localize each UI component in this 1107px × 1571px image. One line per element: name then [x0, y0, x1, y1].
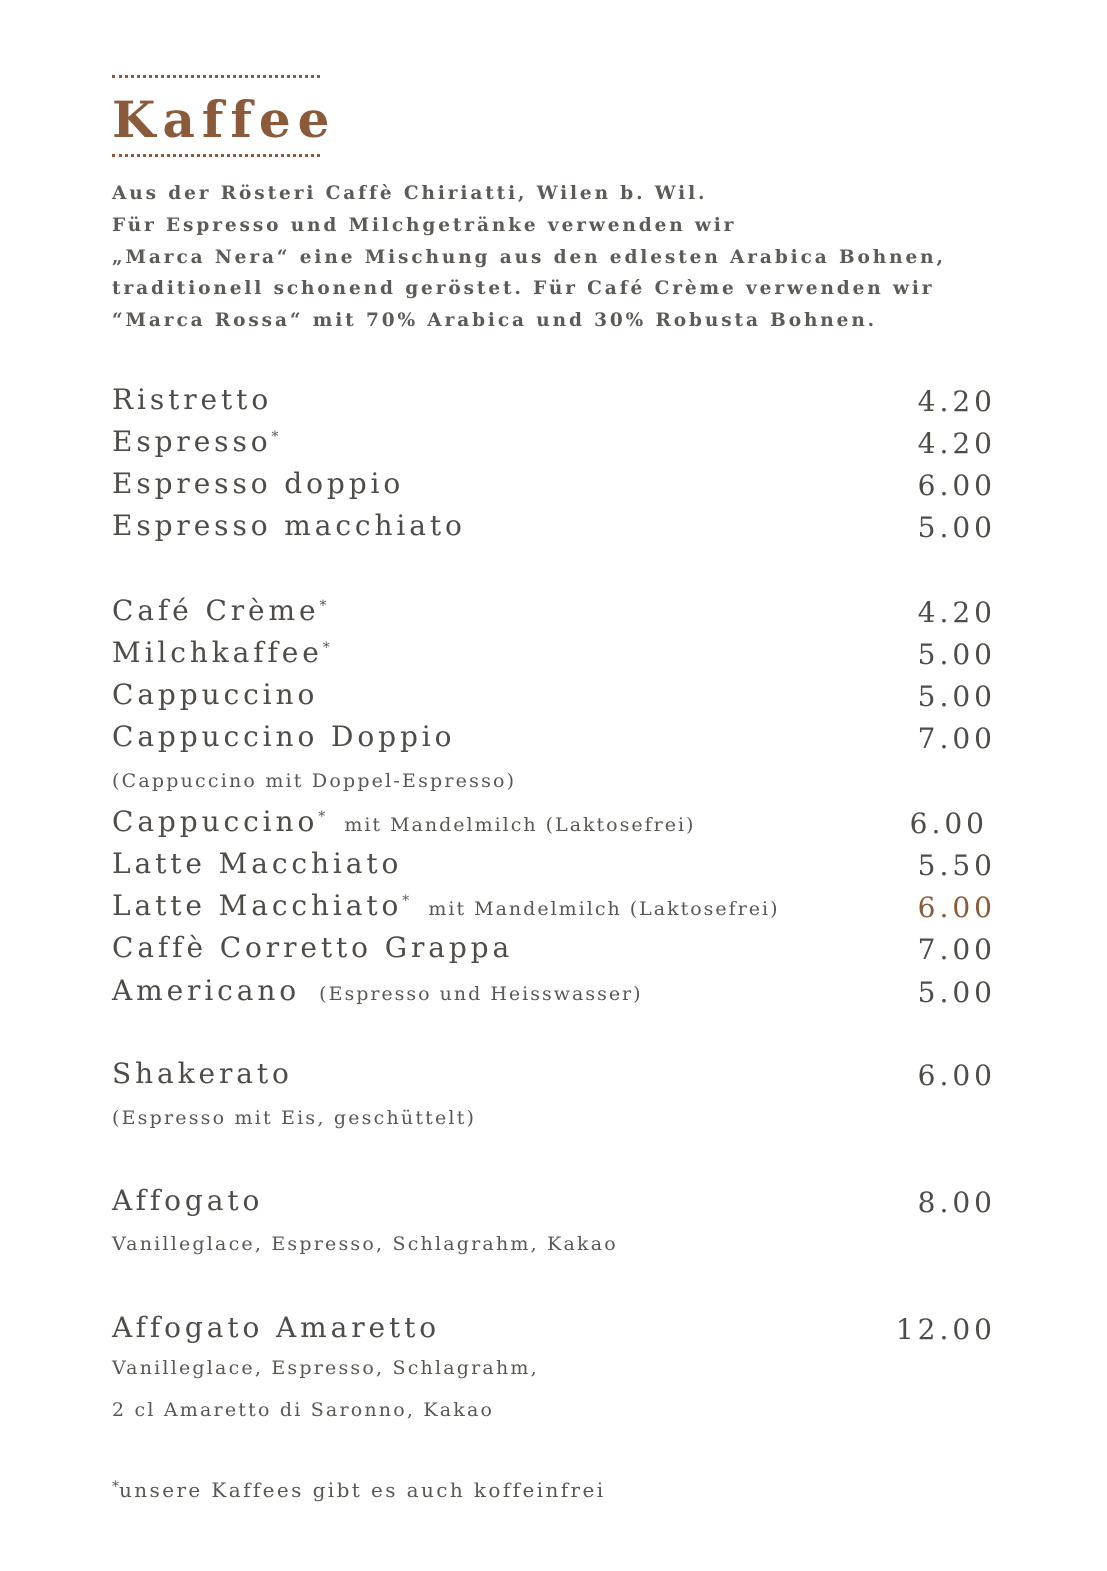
item-price: 6.00 — [917, 891, 996, 924]
menu-item-caffe-corretto-grappa — [112, 931, 996, 964]
menu-item-cappuccino — [112, 678, 996, 711]
menu-item-affogato-amaretto — [112, 1311, 996, 1344]
item-note: (Espresso und Heisswasser) — [319, 983, 643, 1005]
item-price: 7.00 — [917, 933, 996, 966]
item-price: 7.00 — [917, 722, 996, 755]
menu-item-ristretto — [112, 383, 996, 416]
item-name: Ristretto — [112, 383, 273, 416]
item-price: 4.20 — [917, 427, 996, 460]
item-name: Latte Macchiato — [112, 847, 403, 880]
item-price: 5.00 — [917, 976, 996, 1009]
menu-item-shakerato — [112, 1057, 996, 1090]
intro-line: Für Espresso und Milchgetränke verwenden wir — [112, 214, 737, 236]
footnote — [112, 1478, 606, 1502]
item-name: Cappuccino Doppio — [112, 720, 456, 753]
intro-line: “Marca Rossa“ mit 70% Arabica und 30% Robusta Bohnen. — [112, 310, 878, 332]
intro-line: Aus der Rösteri Caffè Chiriatti, Wilen b. Wil. — [112, 183, 708, 204]
item-name: Milchkaffee — [112, 636, 323, 669]
menu-item-milchkaffee — [112, 636, 996, 669]
menu-item-espresso-doppio — [112, 467, 996, 500]
item-price: 6.00 — [917, 469, 996, 502]
item-name: Affogato — [112, 1184, 264, 1217]
item-name: Espresso — [112, 425, 272, 458]
menu-item-latte-macchiato-mandelmilch — [112, 889, 996, 922]
item-price: 5.00 — [917, 511, 996, 544]
title-dotted-rule-bottom — [112, 154, 320, 157]
item-name: Cappuccino — [112, 678, 319, 711]
item-price: 4.20 — [917, 385, 996, 418]
item-name: Shakerato — [112, 1057, 293, 1090]
menu-item-latte-macchiato — [112, 847, 996, 880]
item-name: Espresso macchiato — [112, 509, 466, 542]
menu-item-cafe-creme — [112, 594, 996, 627]
menu-item-cappuccino-mandelmilch — [112, 805, 996, 838]
decaf-asterisk: * — [322, 640, 330, 656]
intro-paragraph — [112, 178, 1042, 337]
page-title: Kaffee — [112, 90, 337, 149]
item-name: Latte Macchiato — [112, 889, 403, 922]
menu-item-cappuccino-doppio — [112, 720, 996, 753]
item-description: (Cappuccino mit Doppel-Espresso) — [112, 770, 517, 792]
item-price: 5.50 — [917, 849, 996, 882]
item-price: 5.00 — [917, 680, 996, 713]
item-price: 5.00 — [917, 638, 996, 671]
footnote-text: unsere Kaffees gibt es auch koffeinfrei — [119, 1478, 606, 1502]
item-description: Vanilleglace, Espresso, Schlagrahm, Kakao — [112, 1233, 618, 1255]
item-price: 6.00 — [917, 1059, 996, 1092]
menu-item-affogato — [112, 1184, 996, 1217]
decaf-asterisk: * — [319, 598, 327, 614]
decaf-asterisk: * — [112, 1479, 119, 1495]
item-name: Cappuccino — [112, 805, 319, 838]
decaf-asterisk: * — [318, 809, 326, 825]
intro-line: „Marca Nera“ eine Mischung aus den edlesten Arabica Bohnen, — [112, 246, 946, 268]
item-name: Americano — [112, 974, 301, 1007]
decaf-asterisk: * — [271, 429, 279, 445]
menu-item-americano — [112, 974, 996, 1007]
item-name: Espresso doppio — [112, 467, 405, 500]
item-description: (Espresso mit Eis, geschüttelt) — [112, 1107, 477, 1129]
item-name: Caffè Corretto Grappa — [112, 931, 514, 964]
item-name: Affogato Amaretto — [112, 1311, 441, 1344]
item-price: 8.00 — [917, 1186, 996, 1219]
title-dotted-rule-top — [112, 75, 320, 78]
item-note: mit Mandelmilch (Laktosefrei) — [344, 814, 696, 836]
menu-item-espresso-macchiato — [112, 509, 996, 542]
item-price: 6.00 — [909, 807, 988, 840]
item-description: Vanilleglace, Espresso, Schlagrahm, — [112, 1357, 539, 1379]
item-price: 4.20 — [917, 596, 996, 629]
item-name: Café Crème — [112, 594, 320, 627]
item-price: 12.00 — [895, 1313, 996, 1346]
intro-line: traditionell schonend geröstet. Für Café Crème verwenden wir — [112, 278, 935, 300]
item-description: 2 cl Amaretto di Saronno, Kakao — [112, 1399, 495, 1421]
decaf-asterisk: * — [402, 893, 410, 909]
item-note: mit Mandelmilch (Laktosefrei) — [428, 898, 780, 920]
menu-item-espresso — [112, 425, 996, 458]
